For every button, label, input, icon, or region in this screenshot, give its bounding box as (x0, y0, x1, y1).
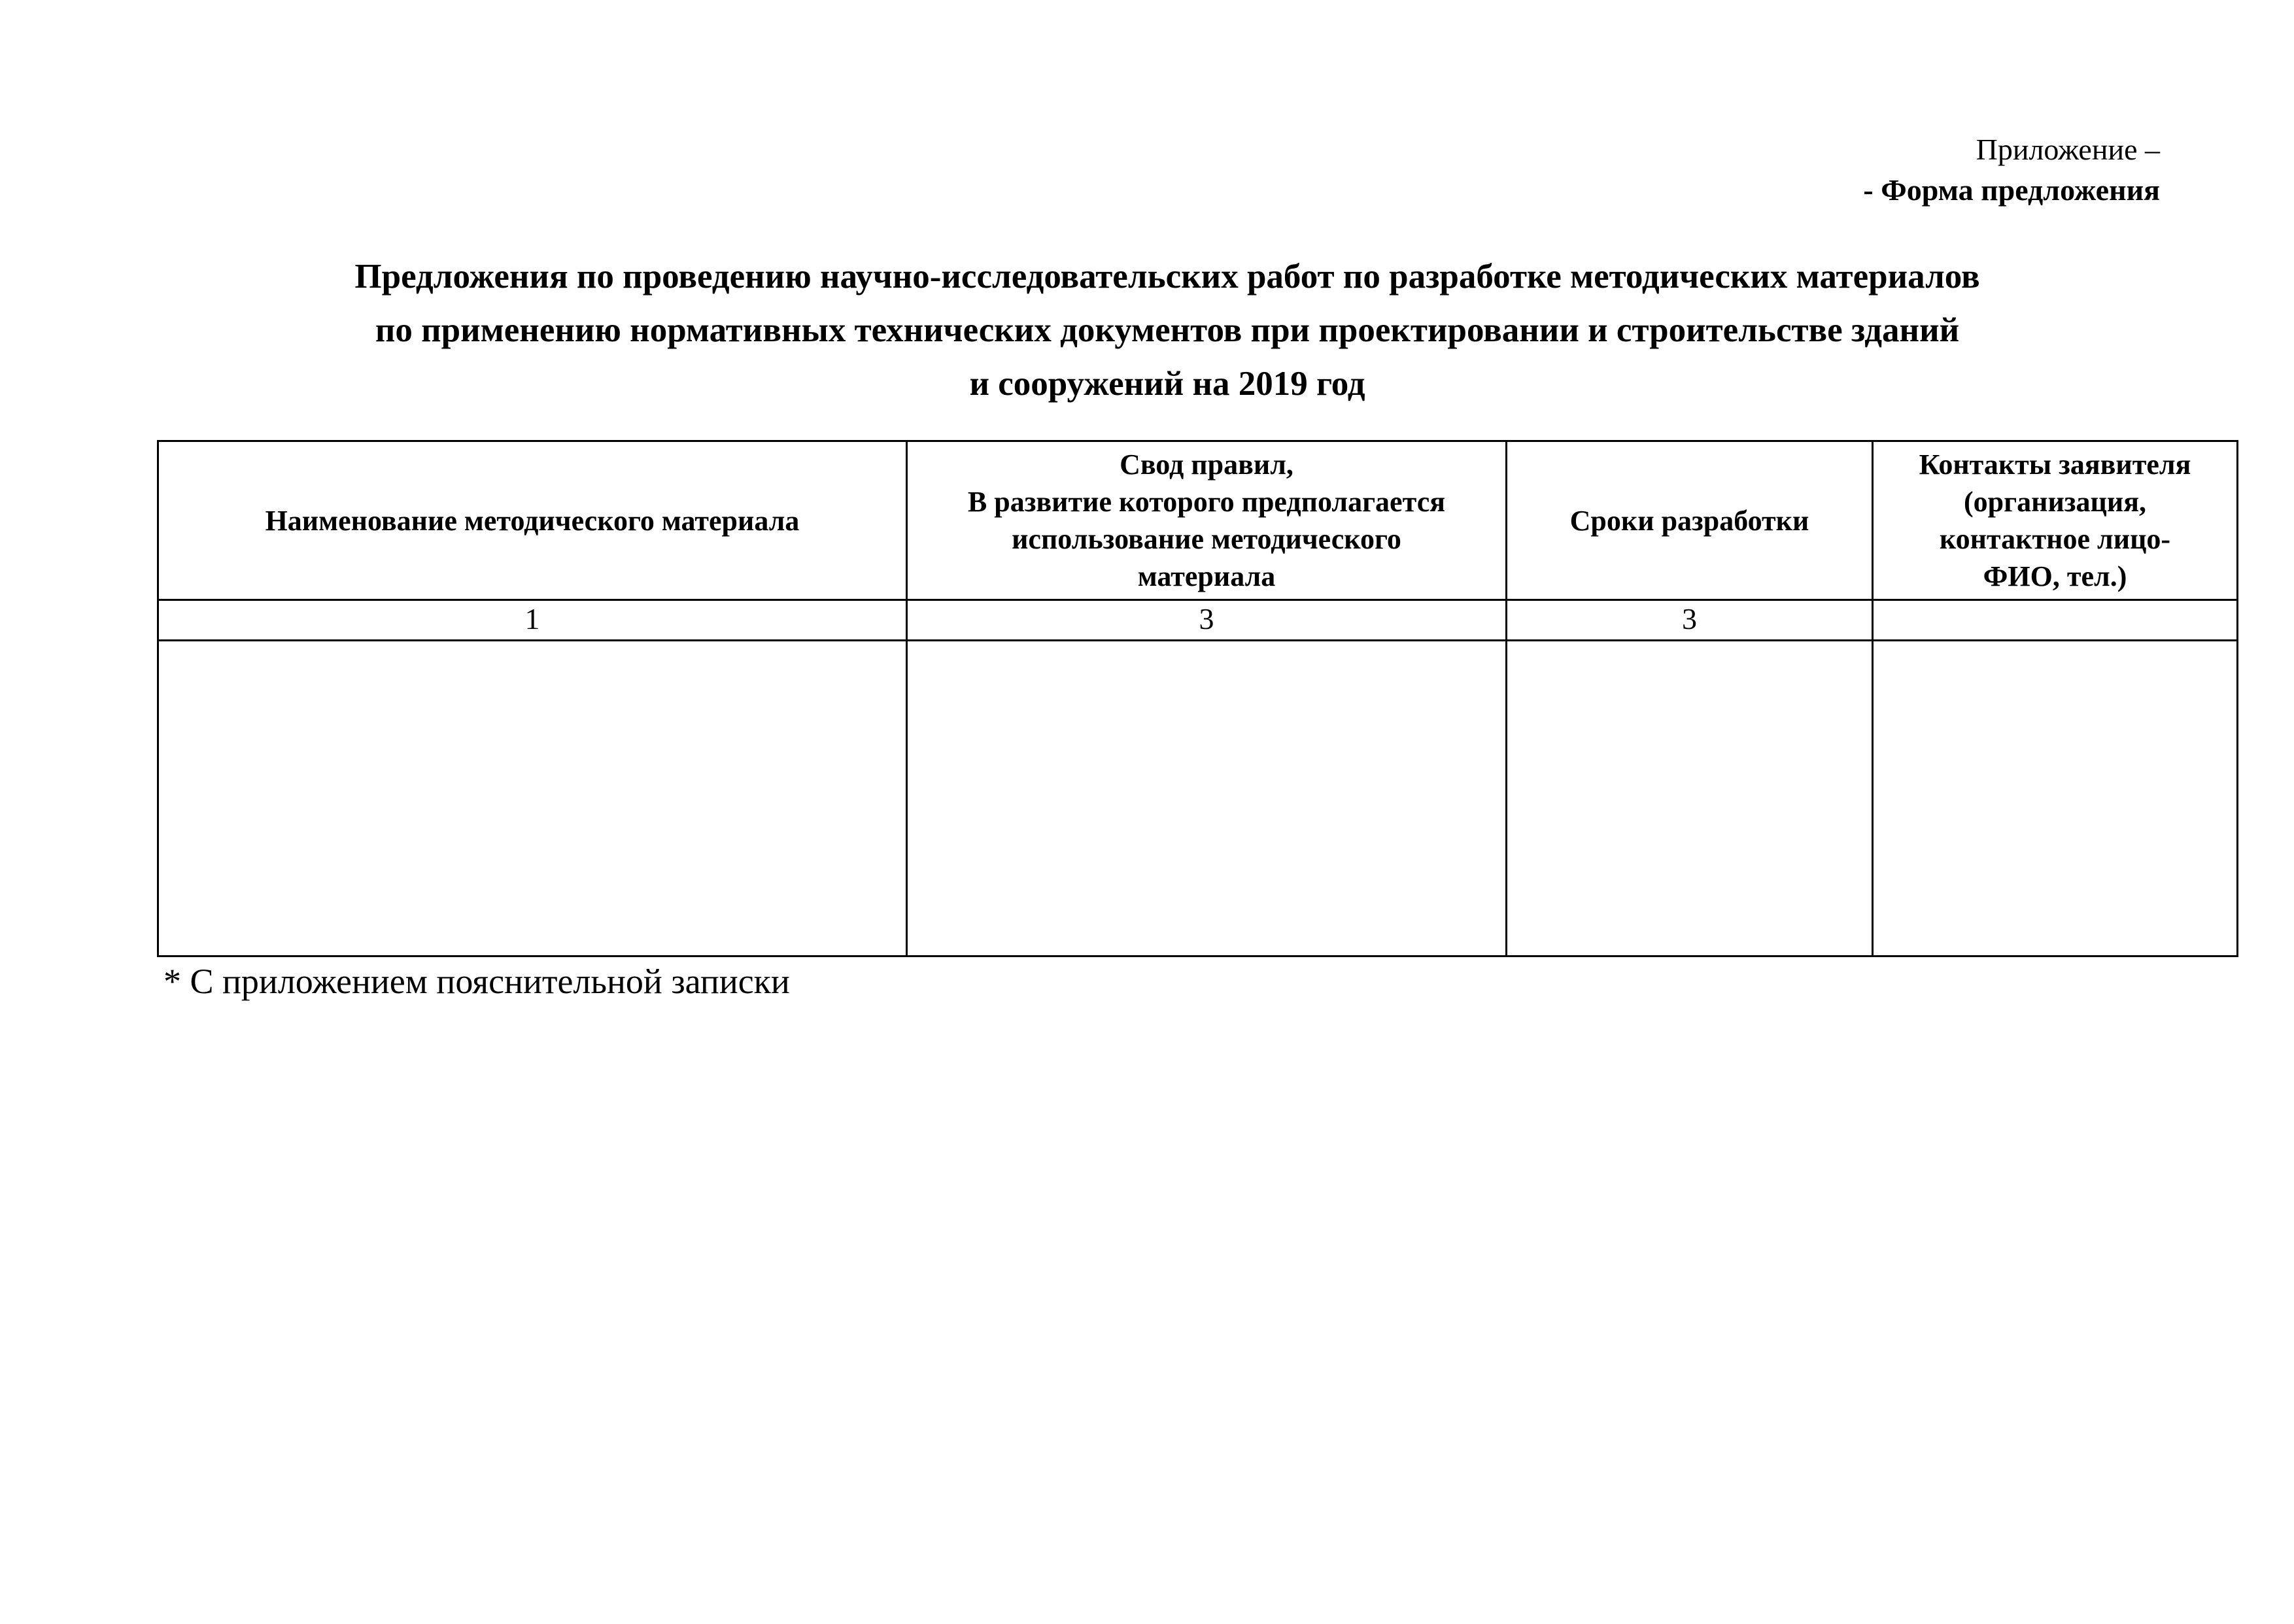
header-development-terms (1507, 441, 1873, 600)
column-number: 3 (1507, 600, 1873, 641)
material-name-cell[interactable] (158, 641, 907, 956)
title-line-3: и сооружений на 2019 год (969, 365, 1365, 403)
header-line: Свод правил, (1120, 448, 1293, 481)
table-row (158, 641, 2238, 956)
title-line-1: Предложения по проведению научно-исследовательских работ по разработке методических материалов (354, 258, 1980, 296)
appendix-header (1863, 129, 2160, 211)
header-line: (организация, (1964, 486, 2146, 518)
header-line: Наименование методического материала (265, 504, 800, 537)
header-line: Контакты заявителя (1919, 448, 2191, 481)
column-number (1873, 600, 2238, 641)
column-number: 1 (158, 600, 907, 641)
development-terms-cell[interactable] (1507, 641, 1873, 956)
header-line: использование методического (1012, 523, 1401, 555)
applicant-contacts-cell[interactable] (1873, 641, 2238, 956)
proposal-table (157, 440, 2238, 957)
document-title (157, 250, 2178, 411)
column-number: 3 (907, 600, 1507, 641)
code-of-rules-cell[interactable] (907, 641, 1507, 956)
table-number-row (158, 600, 2238, 641)
header-line: материала (1137, 560, 1276, 592)
header-material-name (158, 441, 907, 600)
header-applicant-contacts (1873, 441, 2238, 600)
header-line: ФИО, тел.) (1983, 560, 2127, 592)
header-line: Сроки разработки (1569, 504, 1809, 537)
appendix-label: Приложение – (1976, 133, 2160, 166)
table-header-row (158, 441, 2238, 600)
form-label: - Форма предложения (1863, 173, 2160, 207)
header-line: В развитие которого предполагается (967, 486, 1446, 518)
footnote: * С приложением пояснительной записки (163, 962, 790, 1001)
header-line: контактное лицо- (1939, 523, 2171, 555)
header-code-of-rules (907, 441, 1507, 600)
title-line-2: по применению нормативных технических документов при проектировании и строительстве зданий (375, 311, 1960, 349)
